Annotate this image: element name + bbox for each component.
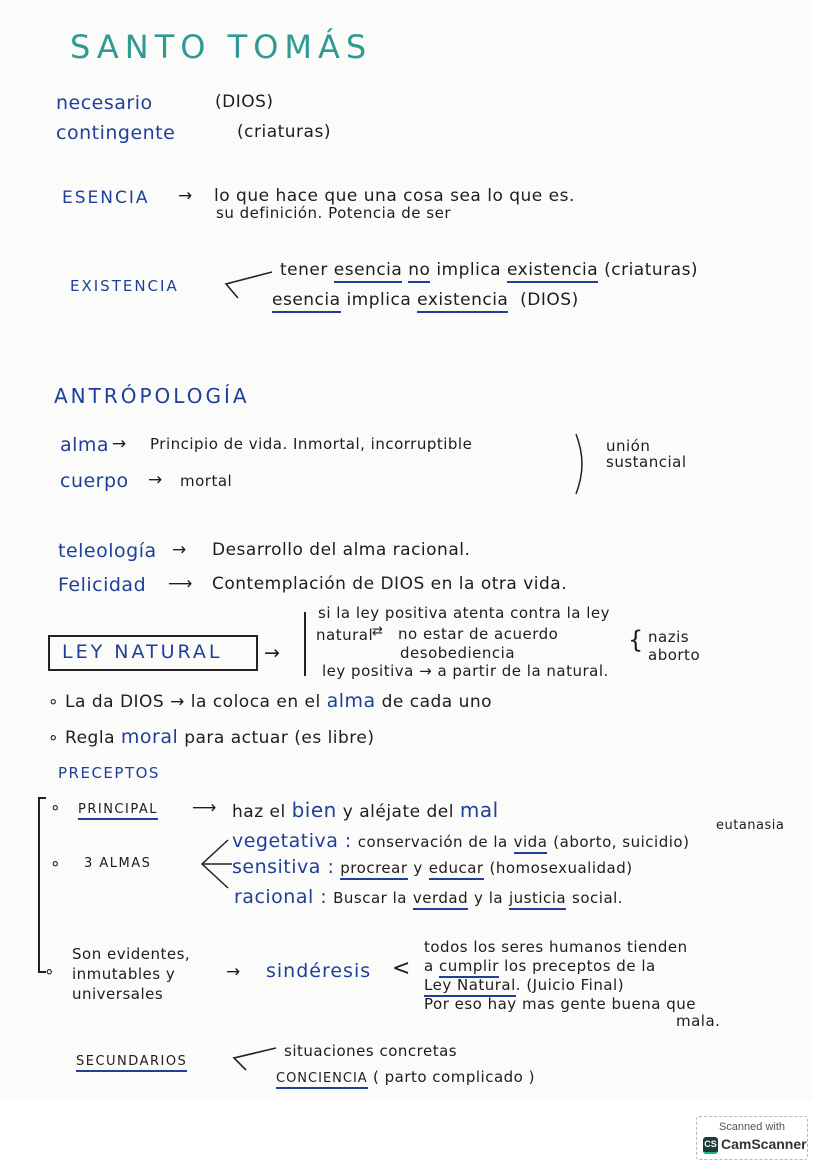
watermark-text: Scanned with bbox=[718, 1121, 786, 1133]
teleologia-def: Desarrollo del alma racional. bbox=[212, 540, 471, 560]
arrow-icon: → bbox=[178, 186, 193, 206]
ley-natural-label: LEY NATURAL bbox=[62, 641, 223, 663]
arrow-icon: → bbox=[264, 642, 281, 664]
term-cuerpo: cuerpo bbox=[60, 470, 129, 492]
ley-line-2-pre: natural bbox=[316, 626, 374, 644]
esencia-def-2: su definición. Potencia de ser bbox=[216, 204, 452, 222]
principal-text: haz el bien y aléjate del mal bbox=[232, 798, 499, 822]
branch-icon bbox=[198, 836, 234, 892]
existencia-branch-1: tener esencia no implica existencia (criaturas) bbox=[280, 260, 698, 280]
secundarios-branch-1: situaciones concretas bbox=[284, 1042, 458, 1060]
ley-examples: nazis aborto bbox=[648, 628, 701, 664]
branch-icon bbox=[224, 270, 274, 300]
section-antropologia: ANTRÓPOLOGÍA bbox=[54, 384, 250, 408]
arrow-icon: → bbox=[112, 434, 127, 454]
term-alma: alma bbox=[60, 434, 110, 456]
bullet-2: ∘ Regla moral para actuar (es libre) bbox=[48, 726, 375, 748]
term-esencia: ESENCIA bbox=[62, 188, 150, 208]
bracket-line bbox=[38, 797, 40, 973]
note-criaturas: (criaturas) bbox=[237, 122, 331, 142]
cuerpo-def: mortal bbox=[180, 472, 233, 490]
brace-icon: { bbox=[628, 626, 644, 654]
camscanner-watermark bbox=[696, 1116, 808, 1160]
sinderesis-explanation: todos los seres humanos tienden a cumplir los preceptos de la Ley Natural. (Juicio Final) Por eso hay mas gente buena que mala. bbox=[424, 938, 721, 1030]
section-preceptos: PRECEPTOS bbox=[58, 764, 160, 782]
note-eutanasia: eutanasia bbox=[716, 818, 785, 833]
term-necesario: necesario bbox=[56, 92, 153, 114]
double-arrow-icon: ⇄ bbox=[372, 624, 384, 639]
term-teleologia: teleología bbox=[58, 540, 157, 562]
watermark-brand: CamScanner bbox=[721, 1136, 807, 1152]
camscanner-logo-icon: CS bbox=[703, 1137, 718, 1154]
secundarios-branch-2: CONCIENCIA ( parto complicado ) bbox=[276, 1068, 535, 1086]
union-sustancial: unión sustancial bbox=[606, 437, 687, 471]
ley-opt-2: desobediencia bbox=[400, 644, 516, 662]
less-than-branch-icon: < bbox=[392, 956, 411, 981]
arrow-icon: → bbox=[172, 540, 187, 560]
alma-racional: racional : Buscar la verdad y la justicia social. bbox=[234, 886, 624, 908]
arrow-icon: → bbox=[226, 962, 241, 982]
note-dios: (DIOS) bbox=[215, 92, 274, 112]
arrow-icon: → bbox=[148, 470, 163, 490]
term-existencia: EXISTENCIA bbox=[70, 277, 179, 295]
branch-icon bbox=[232, 1044, 280, 1074]
secundarios-label: SECUNDARIOS bbox=[76, 1054, 187, 1072]
term-felicidad: Felicidad bbox=[58, 574, 147, 596]
almas-label: 3 ALMAS bbox=[84, 856, 152, 871]
existencia-branch-2: esencia implica existencia (DIOS) bbox=[272, 290, 579, 310]
term-sinderesis: sindéresis bbox=[266, 960, 372, 982]
bracket-top bbox=[38, 797, 46, 799]
esencia-def-1: lo que hace que una cosa sea lo que es. bbox=[214, 186, 575, 206]
alma-vegetativa: vegetativa : conservación de la vida (aborto, suicidio) bbox=[232, 830, 690, 852]
term-contingente: contingente bbox=[56, 122, 176, 144]
arrow-icon: ⟶ bbox=[192, 798, 217, 818]
felicidad-def: Contemplación de DIOS en la otra vida. bbox=[212, 574, 568, 594]
ley-line-4: ley positiva → a partir de la natural. bbox=[322, 662, 609, 680]
alma-sensitiva: sensitiva : procrear y educar (homosexualidad) bbox=[232, 856, 633, 878]
ley-opt-1: no estar de acuerdo bbox=[398, 625, 559, 643]
bullet-1: ∘ La da DIOS → la coloca en el alma de cada uno bbox=[48, 690, 493, 712]
divider-line bbox=[304, 612, 306, 676]
arrow-icon: ⟶ bbox=[168, 574, 193, 594]
bullet-icon: ∘ bbox=[44, 962, 56, 982]
principal-label: PRINCIPAL bbox=[78, 802, 158, 820]
bullet-icon: ∘ bbox=[50, 798, 62, 818]
alma-def: Principio de vida. Inmortal, incorruptible bbox=[150, 435, 473, 453]
bullet-icon: ∘ bbox=[50, 854, 62, 874]
sinderesis-properties: Son evidentes, inmutables y universales bbox=[72, 945, 191, 1003]
ley-line-1: si la ley positiva atenta contra la ley bbox=[318, 604, 610, 622]
brace-icon bbox=[572, 432, 588, 498]
page-title: SANTO TOMÁS bbox=[70, 28, 373, 66]
